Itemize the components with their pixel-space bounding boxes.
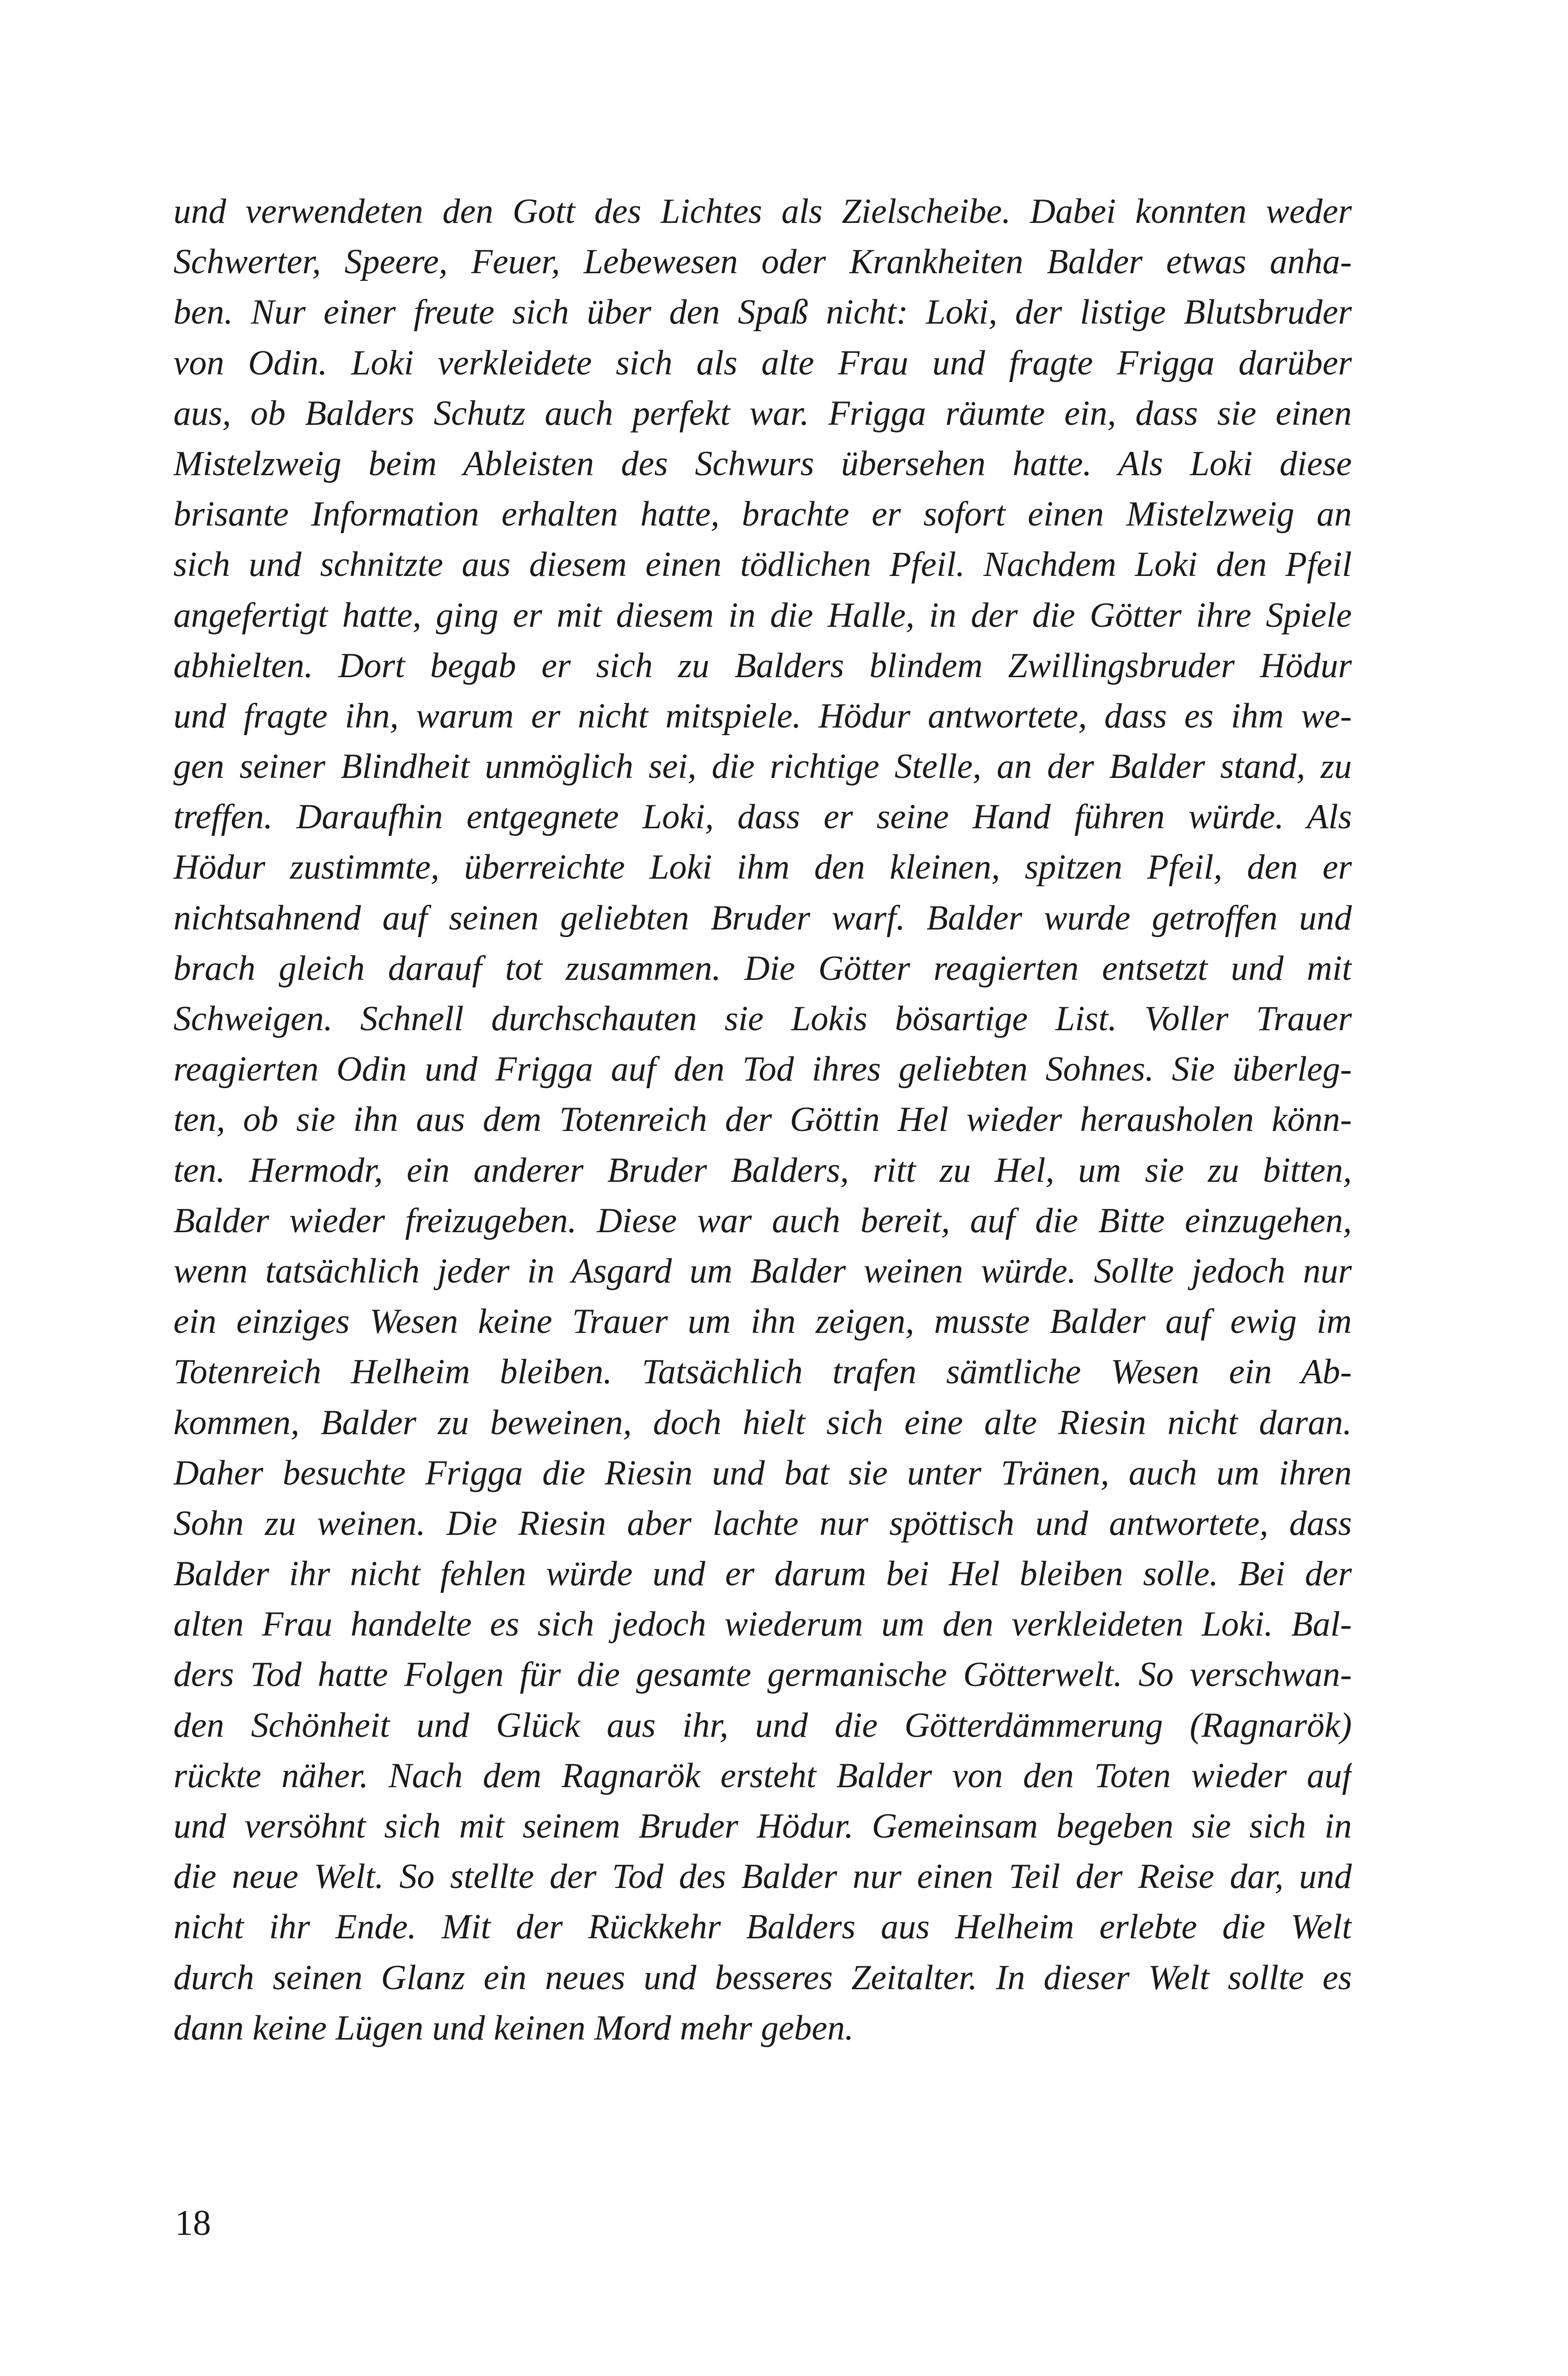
text-line: Schwerter, Speere, Feuer, Lebewesen oder Krankheiten Balder etwas anha- <box>173 242 1352 282</box>
text-line: Daher besuchte Frigga die Riesin und bat sie unter Tränen, auch um ihren <box>173 1453 1352 1493</box>
text-line: sich und schnitzte aus diesem einen tödlichen Pfeil. Nachdem Loki den Pfeil <box>173 545 1352 584</box>
text-line: rückte näher. Nach dem Ragnarök ersteht Balder von den Toten wieder auf <box>173 1756 1352 1795</box>
text-line: ten. Hermodr, ein anderer Bruder Balders, ritt zu Hel, um sie zu bitten, <box>173 1150 1352 1190</box>
text-line: brisante Information erhalten hatte, brachte er sofort einen Mistelzweig an <box>173 495 1352 534</box>
text-line: und versöhnt sich mit seinem Bruder Hödur. Gemeinsam begeben sie sich in <box>173 1807 1352 1846</box>
text-line: gen seiner Blindheit unmöglich sei, die richtige Stelle, an der Balder stand, zu <box>173 747 1352 786</box>
text-line: abhielten. Dort begab er sich zu Balders blindem Zwillingsbruder Hödur <box>173 646 1352 685</box>
text-line: Balder ihr nicht fehlen würde und er darum bei Hel bleiben solle. Bei der <box>173 1554 1352 1594</box>
text-line: ein einziges Wesen keine Trauer um ihn zeigen, musste Balder auf ewig im <box>173 1302 1352 1341</box>
text-line: Balder wieder freizugeben. Diese war auch bereit, auf die Bitte einzugehen, <box>173 1201 1352 1240</box>
text-line: und fragte ihn, warum er nicht mitspiele. Hödur antwortete, dass es ihm we- <box>173 696 1352 736</box>
text-line: angefertigt hatte, ging er mit diesem in die Halle, in der die Götter ihre Spiele <box>173 595 1352 635</box>
text-line: die neue Welt. So stellte der Tod des Balder nur einen Teil der Reise dar, und <box>173 1857 1352 1897</box>
text-line: ders Tod hatte Folgen für die gesamte germanische Götterwelt. So verschwan- <box>173 1655 1352 1695</box>
text-line: wenn tatsächlich jeder in Asgard um Balder weinen würde. Sollte jedoch nur <box>173 1251 1352 1291</box>
text-line: durch seinen Glanz ein neues und besseres Zeitalter. In dieser Welt sollte es <box>173 1958 1352 1997</box>
text-line: und verwendeten den Gott des Lichtes als Zielscheibe. Dabei konnten weder <box>173 192 1352 231</box>
text-line: dann keine Lügen und keinen Mord mehr geben. <box>173 2008 854 2048</box>
text-line: alten Frau handelte es sich jedoch wiederum um den verkleideten Loki. Bal- <box>173 1605 1352 1644</box>
text-line: Hödur zustimmte, überreichte Loki ihm den kleinen, spitzen Pfeil, den er <box>173 848 1352 887</box>
page-number: 18 <box>175 2203 211 2243</box>
text-line: treffen. Daraufhin entgegnete Loki, dass er seine Hand führen würde. Als <box>173 797 1352 837</box>
text-line: reagierten Odin und Frigga auf den Tod ihres geliebten Sohnes. Sie überleg- <box>173 1050 1352 1089</box>
text-line: ten, ob sie ihn aus dem Totenreich der Göttin Hel wieder herausholen könn- <box>173 1100 1352 1140</box>
text-line: den Schönheit und Glück aus ihr, und die Götterdämmerung (Ragnarök) <box>173 1705 1352 1745</box>
text-line: aus, ob Balders Schutz auch perfekt war. Frigga räumte ein, dass sie einen <box>173 393 1352 433</box>
text-line: Totenreich Helheim bleiben. Tatsächlich trafen sämtliche Wesen ein Ab- <box>173 1352 1352 1392</box>
text-line: Sohn zu weinen. Die Riesin aber lachte nur spöttisch und antwortete, dass <box>173 1504 1352 1543</box>
text-line: nicht ihr Ende. Mit der Rückkehr Balders aus Helheim erlebte die Welt <box>173 1907 1352 1947</box>
text-line: kommen, Balder zu beweinen, doch hielt sich eine alte Riesin nicht daran. <box>173 1403 1352 1442</box>
text-line: nichtsahnend auf seinen geliebten Bruder warf. Balder wurde getroffen und <box>173 898 1352 938</box>
text-line: Schweigen. Schnell durchschauten sie Lokis bösartige List. Voller Trauer <box>173 999 1352 1038</box>
body-text <box>173 186 1352 2053</box>
text-line: Mistelzweig beim Ableisten des Schwurs übersehen hatte. Als Loki diese <box>173 444 1352 483</box>
text-line: ben. Nur einer freute sich über den Spaß nicht: Loki, der listige Blutsbruder <box>173 293 1352 332</box>
text-line: von Odin. Loki verkleidete sich als alte Frau und fragte Frigga darüber <box>173 343 1352 383</box>
text-line: brach gleich darauf tot zusammen. Die Götter reagierten entsetzt und mit <box>173 948 1352 988</box>
